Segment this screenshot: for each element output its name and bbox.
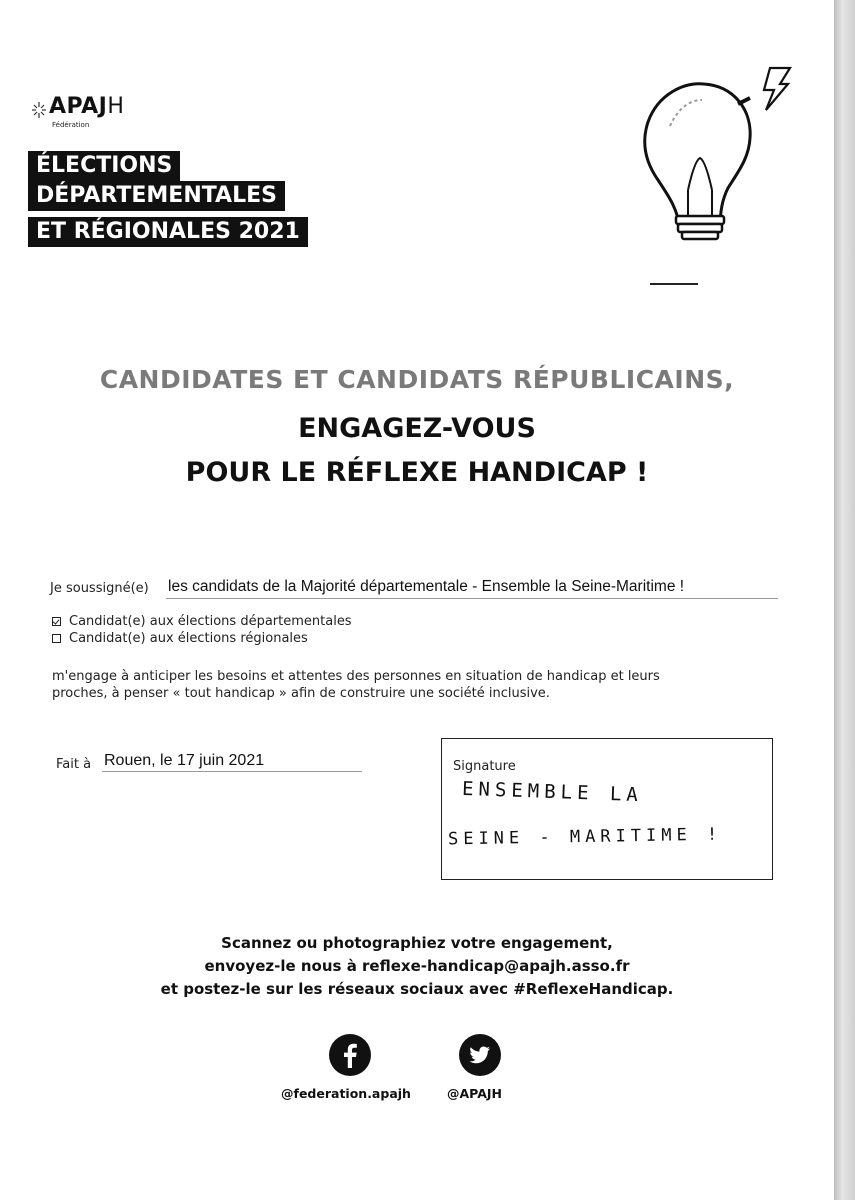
commitment-text-line-1: m'engage à anticiper les besoins et attentes des personnes en situation de handicap et leurs (52, 669, 660, 684)
twitter-handle[interactable]: @APAJH (447, 1086, 502, 1101)
decorative-divider (650, 283, 698, 285)
apajh-logo (30, 94, 190, 134)
commitment-text-line-2: proches, à penser « tout handicap » afin de construire une société inclusive. (52, 686, 550, 701)
signature-label: Signature (453, 759, 516, 774)
place-label: Fait à (56, 757, 92, 772)
logo-wordmark-thin: H (107, 94, 125, 119)
logo-wordmark (49, 94, 124, 119)
election-title-line-3: ET RÉGIONALES 2021 (28, 217, 308, 247)
place-underline (102, 771, 362, 772)
undersigned-value[interactable]: les candidats de la Majorité départementale - Ensemble la Seine-Maritime ! (168, 578, 685, 595)
election-title-line-1: ÉLECTIONS (28, 151, 180, 181)
facebook-glyph-icon (329, 1034, 371, 1076)
scan-edge-shadow (834, 0, 855, 1200)
signature-line-2: SEINE - MARITIME ! (447, 824, 723, 850)
election-title-line-2: DÉPARTEMENTALES (28, 181, 285, 211)
undersigned-underline (166, 598, 778, 599)
cta-line-2: envoyez-le nous à reflexe-handicap@apajh.asso.fr (204, 957, 630, 975)
headline-line-2: ENGAGEZ-VOUS (298, 413, 536, 444)
signature-line-1: ENSEMBLE LA (461, 777, 644, 807)
option-regionales-label: Candidat(e) aux élections régionales (69, 631, 308, 646)
logo-burst-icon (30, 98, 48, 122)
cta-line-3: et postez-le sur les réseaux sociaux avec #ReflexeHandicap. (160, 980, 674, 998)
facebook-icon[interactable] (329, 1034, 371, 1076)
lightbulb-icon (630, 60, 800, 250)
twitter-bird-icon (459, 1034, 501, 1076)
logo-wordmark-bold: APAJ (49, 94, 108, 119)
logo-subtitle: Fédération (52, 121, 90, 129)
undersigned-label: Je soussigné(e) (50, 581, 149, 596)
twitter-icon[interactable] (459, 1034, 501, 1076)
checkbox-departementales[interactable] (52, 617, 61, 626)
place-date-value[interactable]: Rouen, le 17 juin 2021 (104, 752, 265, 769)
headline-line-1: CANDIDATES ET CANDIDATS RÉPUBLICAINS, (99, 365, 735, 394)
checkbox-regionales[interactable] (52, 634, 61, 643)
headline-line-3: POUR LE RÉFLEXE HANDICAP ! (185, 457, 649, 488)
option-departementales-label: Candidat(e) aux élections départementales (69, 614, 352, 629)
cta-line-1: Scannez ou photographiez votre engagement, (221, 934, 613, 952)
facebook-handle[interactable]: @federation.apajh (281, 1086, 411, 1101)
signature-box[interactable] (441, 738, 773, 880)
